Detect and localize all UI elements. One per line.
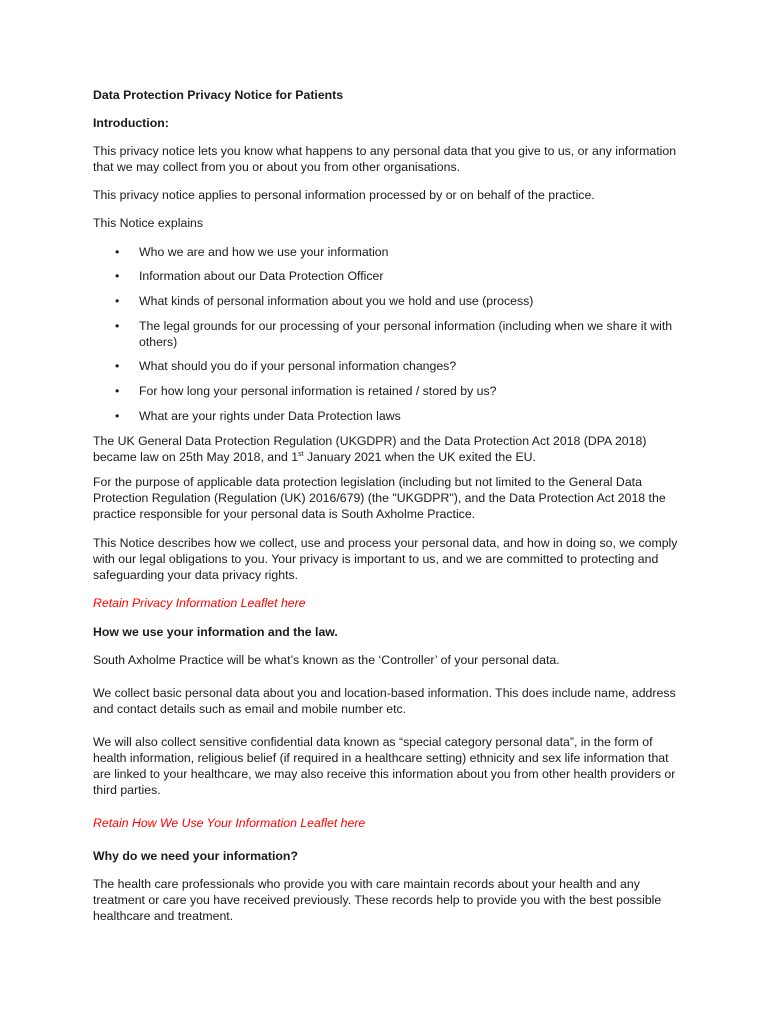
ordinal-suffix: st — [298, 450, 304, 458]
list-item-text: Information about our Data Protection Officer — [139, 269, 384, 283]
list-item-text: What kinds of personal information about you we hold and use (process) — [139, 294, 534, 308]
bullet-icon: • — [115, 409, 120, 423]
list-item — [93, 383, 683, 399]
list-item — [93, 268, 683, 284]
retain-privacy-leaflet-link[interactable]: Retain Privacy Information Leaflet here — [93, 596, 306, 610]
list-item-text: Who we are and how we use your information — [139, 245, 389, 259]
why-paragraph: The health care professionals who provide you with care maintain records about your health and any treatment or care you have received previously. These records help to provide you with the best possible healthcare and treatment. — [93, 877, 662, 923]
list-item — [93, 244, 683, 260]
bullet-icon: • — [115, 319, 120, 333]
purpose-paragraph: For the purpose of applicable data protection legislation (including but not limited to the General Data Protection Regulation (Regulation (UK) 2016/679) (the "UKGDPR"), and the Data Protection Act 2018 the practice responsible for your personal data is South Axholme Practice. — [93, 475, 666, 521]
collect-sensitive-paragraph: We will also collect sensitive confidential data known as “special category personal data”, in the form of health information, religious belief (if required in a healthcare setting) ethnicity and sex life information that are linked to your healthcare, we may also receive this information about you from other health providers or third parties. — [93, 735, 676, 797]
collect-basic-paragraph: We collect basic personal data about you and location-based information. This does include name, address and contact details such as email and mobile number etc. — [93, 686, 676, 716]
retain-how-we-use-leaflet-link[interactable]: Retain How We Use Your Information Leaflet here — [93, 816, 366, 830]
bullet-icon: • — [115, 294, 120, 308]
intro-paragraph-2: This privacy notice applies to personal information processed by or on behalf of the practice. — [93, 188, 595, 202]
list-item-text: What are your rights under Data Protection laws — [139, 409, 401, 423]
list-item — [93, 408, 683, 424]
document-title: Data Protection Privacy Notice for Patients — [93, 88, 344, 102]
how-we-use-heading: How we use your information and the law. — [93, 625, 338, 639]
ukgdpr-text-after: January 2021 when the UK exited the EU. — [303, 450, 536, 464]
intro-paragraph-1: This privacy notice lets you know what happens to any personal data that you give to us, or any information that we may collect from you or about you from other organisations. — [93, 144, 677, 174]
ukgdpr-text-before: The UK General Data Protection Regulation (UKGDPR) and the Data Protection Act 2018 (DPA 2018) became law on 25th May 2018, and 1 — [93, 434, 647, 464]
describes-paragraph: This Notice describes how we collect, use and process your personal data, and how in doing so, we comply with our legal obligations to you. Your privacy is important to us, and we are committed to protecting and safeguarding your data privacy rights. — [93, 536, 678, 582]
list-item — [93, 318, 683, 350]
list-item-text: For how long your personal information is retained / stored by us? — [139, 384, 497, 398]
list-item — [93, 293, 683, 309]
notice-explains-label: This Notice explains — [93, 216, 204, 230]
controller-paragraph: South Axholme Practice will be what’s known as the ‘Controller’ of your personal data. — [93, 653, 560, 667]
list-item-text: What should you do if your personal information changes? — [139, 359, 457, 373]
bullet-icon: • — [115, 269, 120, 283]
bullet-icon: • — [115, 245, 120, 259]
intro-heading: Introduction: — [93, 116, 169, 130]
bullet-icon: • — [115, 359, 120, 373]
why-heading: Why do we need your information? — [93, 849, 298, 863]
list-item-text: The legal grounds for our processing of your personal information (including when we share it with others) — [139, 319, 673, 349]
ukgdpr-paragraph — [93, 433, 683, 465]
bullet-icon: • — [115, 384, 120, 398]
list-item — [93, 358, 683, 374]
